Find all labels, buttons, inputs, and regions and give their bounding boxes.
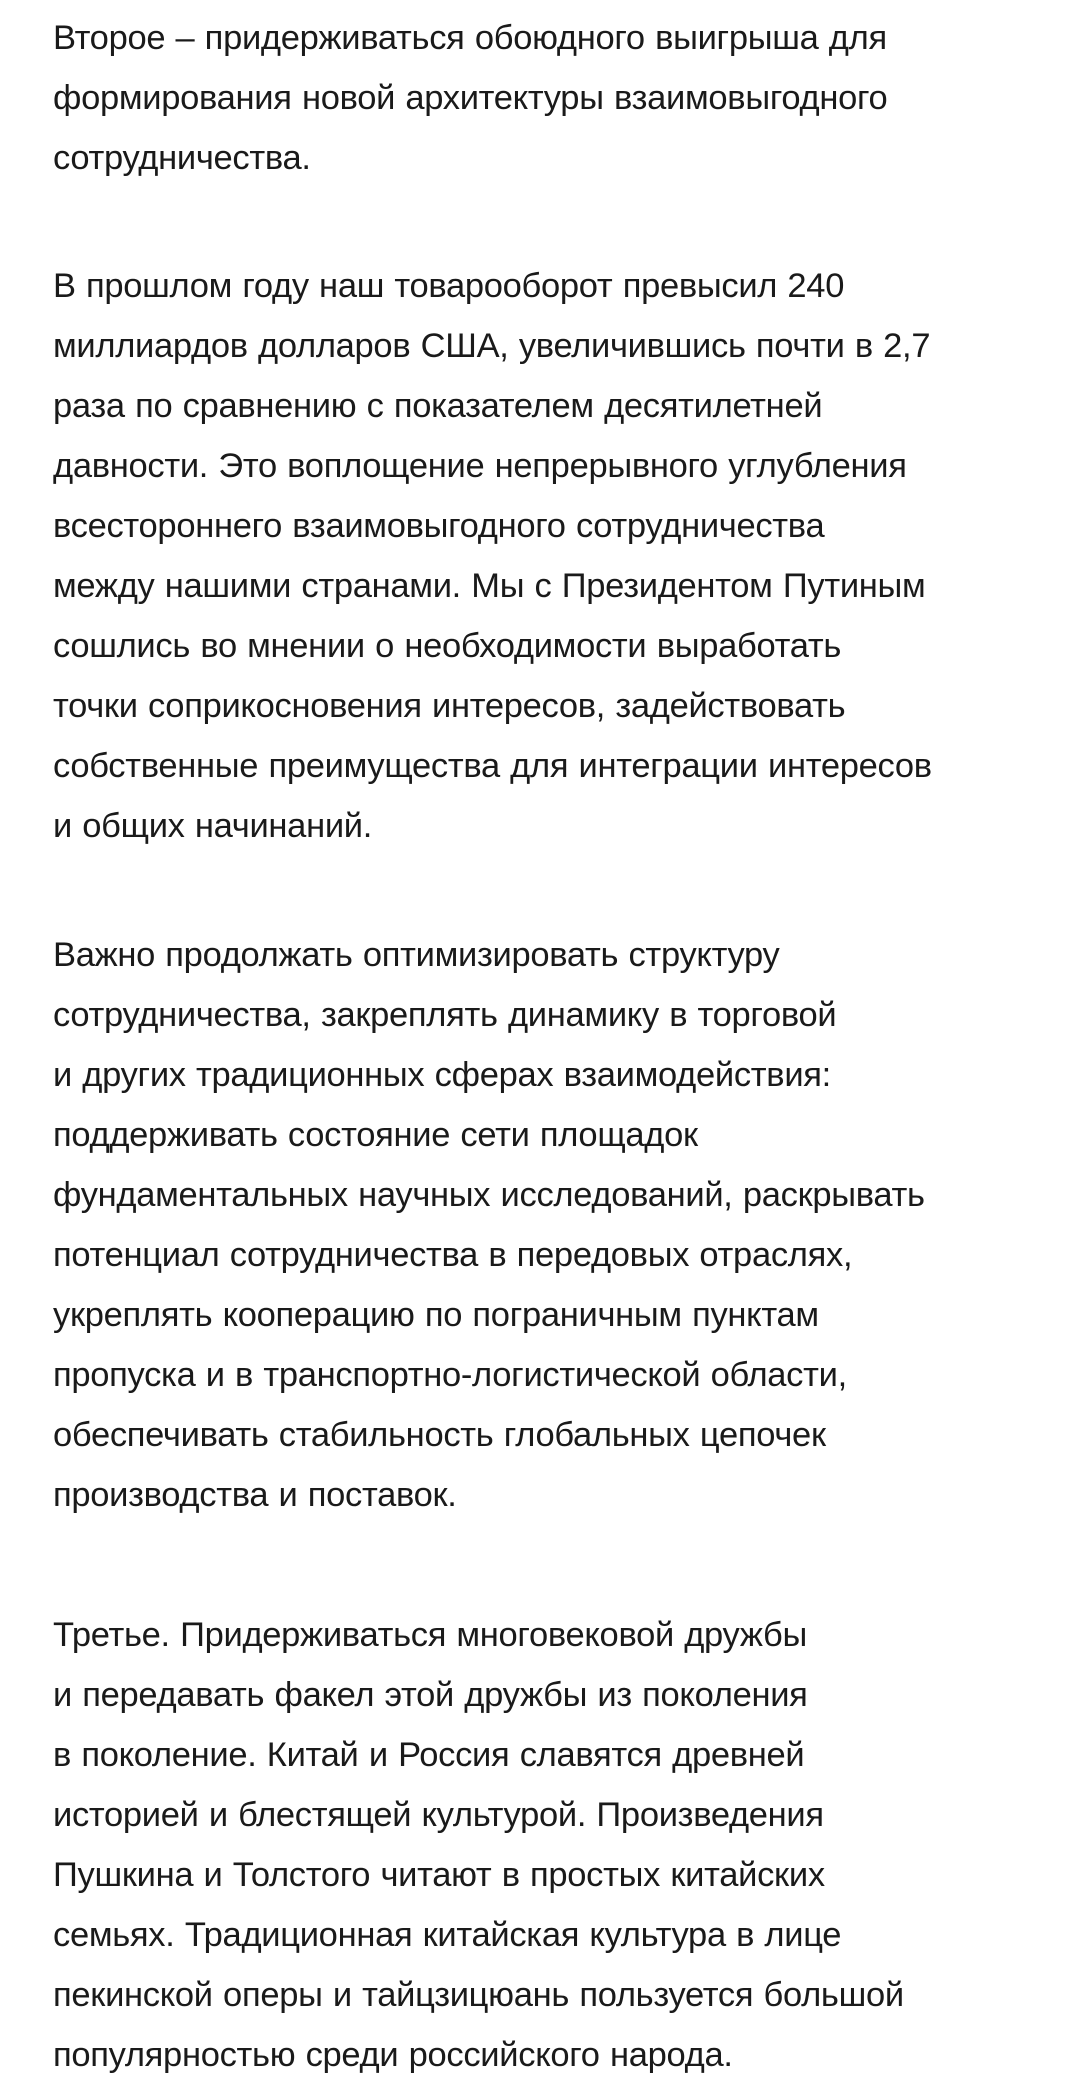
paragraph-second-principle [53,8,887,188]
text-line: историей и блестящей культурой. Произведения [53,1796,824,1834]
text-line: обеспечивать стабильность глобальных цепочек [53,1416,826,1454]
text-line: Второе – придерживаться обоюдного выигрыша для [53,19,887,57]
text-line: популярностью среди российского народа. [53,2036,733,2074]
text-line: укреплять кооперацию по пограничным пунктам [53,1296,819,1334]
text-line: между нашими странами. Мы с Президентом Путиным [53,567,926,605]
text-line: и передавать факел этой дружбы из поколения [53,1676,808,1714]
paragraph-cooperation-structure [53,925,925,1525]
text-line: сотрудничества. [53,139,311,177]
text-line: формирования новой архитектуры взаимовыгодного [53,79,888,117]
text-line: пекинской оперы и тайцзицюань пользуется большой [53,1976,904,2014]
text-line: давности. Это воплощение непрерывного углубления [53,447,907,485]
text-line: всестороннего взаимовыгодного сотрудничества [53,507,825,545]
paragraph-third-principle [53,1605,904,2085]
text-line: Третье. Придерживаться многовековой дружбы [53,1616,808,1654]
text-line: поддерживать состояние сети площадок [53,1116,698,1154]
text-line: и других традиционных сферах взаимодействия: [53,1056,831,1094]
text-line: раза по сравнению с показателем десятилетней [53,387,823,425]
text-line: миллиардов долларов США, увеличившись почти в 2,7 [53,327,931,365]
text-line: пропуска и в транспортно-логистической области, [53,1356,847,1394]
text-line: сошлись во мнении о необходимости выработать [53,627,841,665]
text-line: собственные преимущества для интеграции интересов [53,747,932,785]
text-line: Пушкина и Толстого читают в простых китайских [53,1856,825,1894]
text-line: фундаментальных научных исследований, раскрывать [53,1176,925,1214]
paragraph-trade-turnover [53,256,932,856]
text-line: сотрудничества, закреплять динамику в торговой [53,996,837,1034]
text-line: производства и поставок. [53,1476,457,1514]
text-line: потенциал сотрудничества в передовых отраслях, [53,1236,853,1274]
text-line: Важно продолжать оптимизировать структуру [53,936,780,974]
text-line: точки соприкосновения интересов, задействовать [53,687,846,725]
text-line: семьях. Традиционная китайская культура в лице [53,1916,842,1954]
text-line: в поколение. Китай и Россия славятся древней [53,1736,805,1774]
text-line: В прошлом году наш товарооборот превысил 240 [53,267,845,305]
text-line: и общих начинаний. [53,807,373,845]
